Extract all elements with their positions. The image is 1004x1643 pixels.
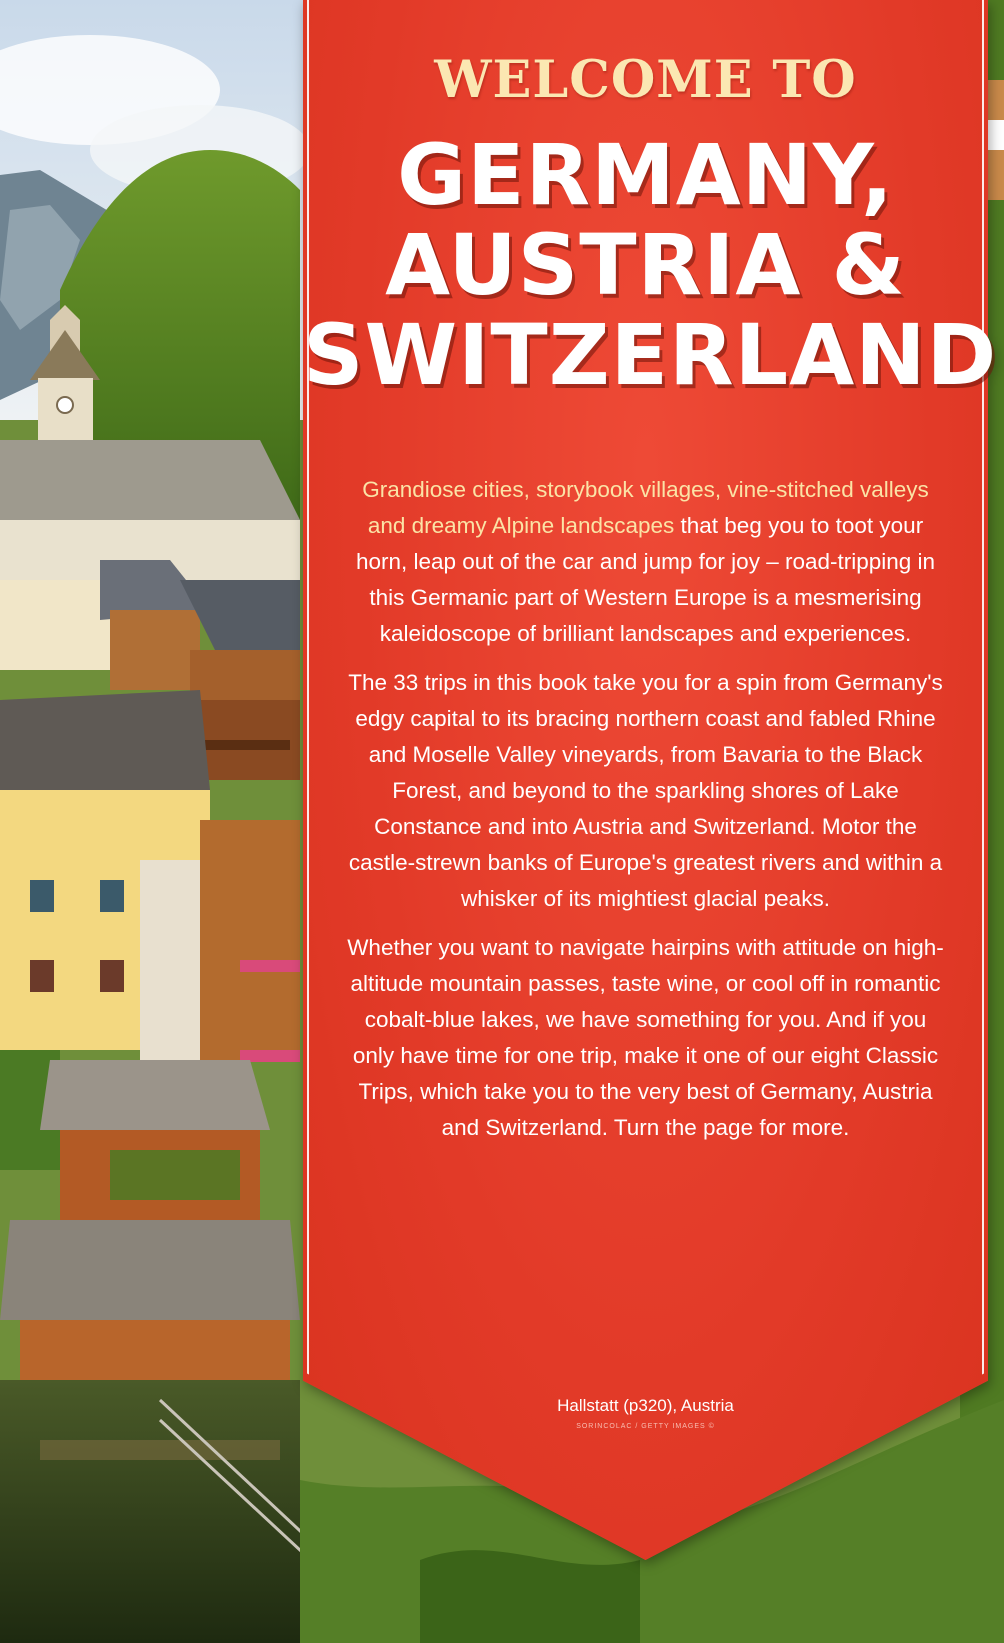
intro-paragraph-2: The 33 trips in this book take you for a spin from Germany's edgy capital to its bracing northern coast and fabled Rhine and Moselle Valley vineyards, from Bavaria to the Black Forest, and beyond to the sparkling shores of Lake Constance and into Austria and Switzerland. Motor the castle-strewn banks of Europe's greatest rivers and within a whisker of its mightiest glacial peaks. — [348, 670, 943, 911]
title-line-2: AUSTRIA & — [385, 216, 906, 314]
page-title — [303, 126, 998, 404]
intro-text — [343, 472, 948, 1159]
photo-credit: SORINCOLAC / GETTY IMAGES © — [576, 1423, 715, 1430]
photo-caption: Hallstatt (p320), Austria — [557, 1396, 734, 1415]
intro-paragraph-3: Whether you want to navigate hairpins with attitude on high-altitude mountain passes, taste wine, or cool off in romantic cobalt-blue lakes, we have something for you. And if you only have time for one trip, make it one of our eight Classic Trips, which take you to the very best of Germany, Austria and Switzerland. Turn the page for more. — [347, 935, 944, 1140]
intro-highlight: Grandiose cities, storybook villages, vine-stitched valleys and dreamy Alpine landscapes — [362, 477, 929, 538]
welcome-kicker: WELCOME TO — [434, 50, 857, 110]
title-line-3: SWITZERLAND — [303, 306, 998, 404]
intro-paragraph-1-text: that beg you to toot your horn, leap out of the car and jump for joy – road-tripping in this Germanic part of Western Europe is a mesmerising kaleidoscope of brilliant landscapes and experiences. — [355, 513, 936, 646]
intro-paragraph-1 — [343, 472, 948, 652]
title-line-1: GERMANY, — [397, 126, 894, 224]
red-banner — [303, 0, 998, 1560]
